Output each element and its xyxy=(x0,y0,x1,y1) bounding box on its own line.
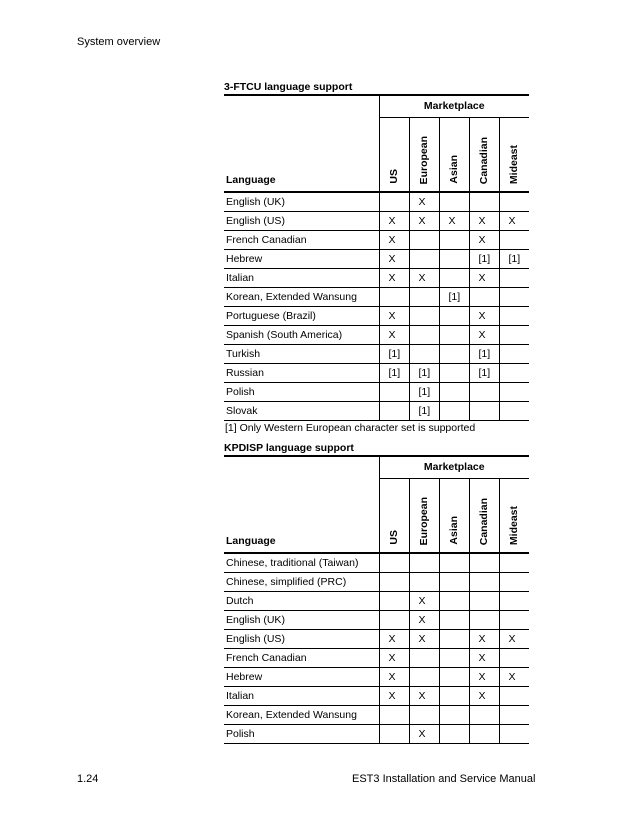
table-row xyxy=(224,402,529,421)
support-cell xyxy=(379,611,409,630)
kpdisp-language-section xyxy=(224,441,529,744)
column-header-label: US xyxy=(388,530,400,545)
support-cell: [1] xyxy=(469,345,499,364)
support-cell: X xyxy=(379,231,409,250)
column-header-label: Asian xyxy=(448,516,460,545)
support-cell xyxy=(409,326,439,345)
support-cell: X xyxy=(379,687,409,706)
language-cell: English (US) xyxy=(224,630,379,649)
table-row xyxy=(224,192,529,212)
support-cell: [1] xyxy=(439,288,469,307)
column-header-label: European xyxy=(418,496,430,545)
table-footnote: [1] Only Western European character set is supported xyxy=(225,422,476,434)
support-cell xyxy=(439,231,469,250)
marketplace-column-header xyxy=(409,118,439,193)
support-cell xyxy=(439,402,469,421)
table-body xyxy=(224,192,529,421)
support-cell xyxy=(499,725,529,744)
column-header-label: Asian xyxy=(448,155,460,184)
kpdisp-language-table xyxy=(224,455,529,744)
language-cell: English (US) xyxy=(224,212,379,231)
support-cell: X xyxy=(379,649,409,668)
support-cell xyxy=(409,288,439,307)
support-cell xyxy=(439,611,469,630)
column-header-label: US xyxy=(388,169,400,184)
support-cell: [1] xyxy=(469,250,499,269)
support-cell xyxy=(499,307,529,326)
table-row xyxy=(224,345,529,364)
support-cell: [1] xyxy=(379,345,409,364)
support-cell xyxy=(379,192,409,212)
marketplace-column-header xyxy=(409,479,439,554)
marketplace-column-header xyxy=(439,479,469,554)
table-row xyxy=(224,269,529,288)
support-cell: X xyxy=(379,668,409,687)
marketplace-column-header xyxy=(469,118,499,193)
language-cell: Hebrew xyxy=(224,668,379,687)
support-cell: X xyxy=(379,630,409,649)
marketplace-header: Marketplace xyxy=(379,456,529,479)
table-row xyxy=(224,706,529,725)
support-cell xyxy=(469,592,499,611)
table-row xyxy=(224,573,529,592)
support-cell xyxy=(469,573,499,592)
page-header: System overview xyxy=(77,36,161,48)
support-cell xyxy=(439,192,469,212)
language-cell: Dutch xyxy=(224,592,379,611)
support-cell xyxy=(409,250,439,269)
language-cell: English (UK) xyxy=(224,611,379,630)
support-cell xyxy=(439,668,469,687)
language-cell: French Canadian xyxy=(224,231,379,250)
table-title: KPDISP language support xyxy=(224,442,354,454)
table-row xyxy=(224,307,529,326)
support-cell xyxy=(499,402,529,421)
support-cell: X xyxy=(379,326,409,345)
support-cell xyxy=(499,592,529,611)
support-cell xyxy=(409,307,439,326)
support-cell xyxy=(379,573,409,592)
table-row xyxy=(224,250,529,269)
column-header-label: European xyxy=(418,135,430,184)
support-cell xyxy=(499,231,529,250)
language-cell: Korean, Extended Wansung xyxy=(224,706,379,725)
support-cell xyxy=(439,573,469,592)
support-cell: X xyxy=(439,212,469,231)
support-cell xyxy=(499,706,529,725)
support-cell xyxy=(469,402,499,421)
marketplace-column-header xyxy=(469,479,499,554)
support-cell xyxy=(379,592,409,611)
support-cell xyxy=(409,649,439,668)
support-cell: X xyxy=(469,231,499,250)
table-row xyxy=(224,364,529,383)
support-cell: X xyxy=(499,630,529,649)
support-cell: X xyxy=(409,592,439,611)
support-cell xyxy=(409,706,439,725)
support-cell xyxy=(499,269,529,288)
language-cell: Slovak xyxy=(224,402,379,421)
support-cell: X xyxy=(469,326,499,345)
support-cell xyxy=(499,364,529,383)
support-cell: [1] xyxy=(379,364,409,383)
support-cell xyxy=(409,231,439,250)
support-cell: X xyxy=(409,212,439,231)
support-cell xyxy=(409,573,439,592)
support-cell: [1] xyxy=(409,383,439,402)
language-cell: Italian xyxy=(224,687,379,706)
language-cell: Polish xyxy=(224,383,379,402)
support-cell: X xyxy=(469,307,499,326)
language-cell: Chinese, traditional (Taiwan) xyxy=(224,553,379,573)
page-number: 1.24 xyxy=(77,773,99,785)
support-cell xyxy=(379,288,409,307)
language-cell: Chinese, simplified (PRC) xyxy=(224,573,379,592)
language-cell: Hebrew xyxy=(224,250,379,269)
table-row xyxy=(224,725,529,744)
support-cell xyxy=(439,383,469,402)
support-cell xyxy=(379,725,409,744)
support-cell xyxy=(409,668,439,687)
support-cell xyxy=(439,592,469,611)
support-cell: [1] xyxy=(409,402,439,421)
support-cell xyxy=(469,553,499,573)
column-header-label: Mideast xyxy=(508,144,521,184)
support-cell: X xyxy=(469,687,499,706)
support-cell xyxy=(469,383,499,402)
column-header-label: Canadian xyxy=(478,497,490,545)
language-cell: Russian xyxy=(224,364,379,383)
support-cell: [1] xyxy=(499,250,529,269)
support-cell: X xyxy=(469,269,499,288)
support-cell xyxy=(469,725,499,744)
support-cell: X xyxy=(469,630,499,649)
support-cell: X xyxy=(409,611,439,630)
support-cell: X xyxy=(499,668,529,687)
support-cell: X xyxy=(469,649,499,668)
language-cell: Turkish xyxy=(224,345,379,364)
table-row xyxy=(224,383,529,402)
table-row xyxy=(224,231,529,250)
language-cell: Spanish (South America) xyxy=(224,326,379,345)
table-row xyxy=(224,687,529,706)
support-cell xyxy=(379,706,409,725)
table-row xyxy=(224,649,529,668)
table-row xyxy=(224,212,529,231)
support-cell xyxy=(469,706,499,725)
support-cell xyxy=(379,383,409,402)
support-cell: X xyxy=(409,630,439,649)
support-cell xyxy=(439,326,469,345)
ftcu-language-section xyxy=(224,80,529,435)
ftcu-language-table xyxy=(224,94,529,435)
column-header-label: Mideast xyxy=(508,505,521,545)
language-cell: Korean, Extended Wansung xyxy=(224,288,379,307)
support-cell xyxy=(499,649,529,668)
language-cell: French Canadian xyxy=(224,649,379,668)
support-cell xyxy=(499,288,529,307)
column-header-label: Canadian xyxy=(478,136,490,184)
support-cell: X xyxy=(499,212,529,231)
support-cell xyxy=(439,649,469,668)
support-cell xyxy=(469,288,499,307)
support-cell xyxy=(499,611,529,630)
support-cell xyxy=(469,611,499,630)
language-column-header: Language xyxy=(224,95,379,192)
support-cell xyxy=(409,345,439,364)
support-cell: X xyxy=(379,269,409,288)
support-cell xyxy=(439,345,469,364)
support-cell xyxy=(499,687,529,706)
support-cell xyxy=(499,553,529,573)
support-cell: X xyxy=(469,668,499,687)
language-cell: Italian xyxy=(224,269,379,288)
support-cell xyxy=(439,687,469,706)
table-row xyxy=(224,326,529,345)
marketplace-column-header xyxy=(499,118,529,193)
support-cell: X xyxy=(379,250,409,269)
support-cell xyxy=(499,192,529,212)
support-cell xyxy=(499,326,529,345)
support-cell: X xyxy=(469,212,499,231)
manual-title: EST3 Installation and Service Manual xyxy=(352,773,536,785)
support-cell xyxy=(469,192,499,212)
marketplace-column-header xyxy=(499,479,529,554)
support-cell xyxy=(439,364,469,383)
table-row xyxy=(224,288,529,307)
support-cell xyxy=(499,573,529,592)
support-cell: [1] xyxy=(409,364,439,383)
support-cell xyxy=(439,269,469,288)
support-cell: X xyxy=(379,307,409,326)
table-row xyxy=(224,611,529,630)
support-cell xyxy=(499,345,529,364)
support-cell xyxy=(499,383,529,402)
support-cell xyxy=(439,250,469,269)
marketplace-column-header xyxy=(439,118,469,193)
support-cell: X xyxy=(379,212,409,231)
support-cell: X xyxy=(409,687,439,706)
support-cell xyxy=(439,307,469,326)
support-cell: X xyxy=(409,269,439,288)
table-row xyxy=(224,668,529,687)
language-column-header: Language xyxy=(224,456,379,553)
support-cell: [1] xyxy=(469,364,499,383)
support-cell xyxy=(439,553,469,573)
language-cell: Polish xyxy=(224,725,379,744)
table-row xyxy=(224,630,529,649)
language-cell: English (UK) xyxy=(224,192,379,212)
marketplace-column-header xyxy=(379,118,409,193)
support-cell xyxy=(379,402,409,421)
marketplace-column-header xyxy=(379,479,409,554)
support-cell: X xyxy=(409,192,439,212)
support-cell xyxy=(439,630,469,649)
marketplace-header: Marketplace xyxy=(379,95,529,118)
table-row xyxy=(224,553,529,573)
support-cell xyxy=(409,553,439,573)
table-body xyxy=(224,553,529,744)
table-title: 3-FTCU language support xyxy=(224,81,353,93)
support-cell xyxy=(439,706,469,725)
support-cell xyxy=(439,725,469,744)
support-cell: X xyxy=(409,725,439,744)
language-cell: Portuguese (Brazil) xyxy=(224,307,379,326)
table-row xyxy=(224,592,529,611)
support-cell xyxy=(379,553,409,573)
